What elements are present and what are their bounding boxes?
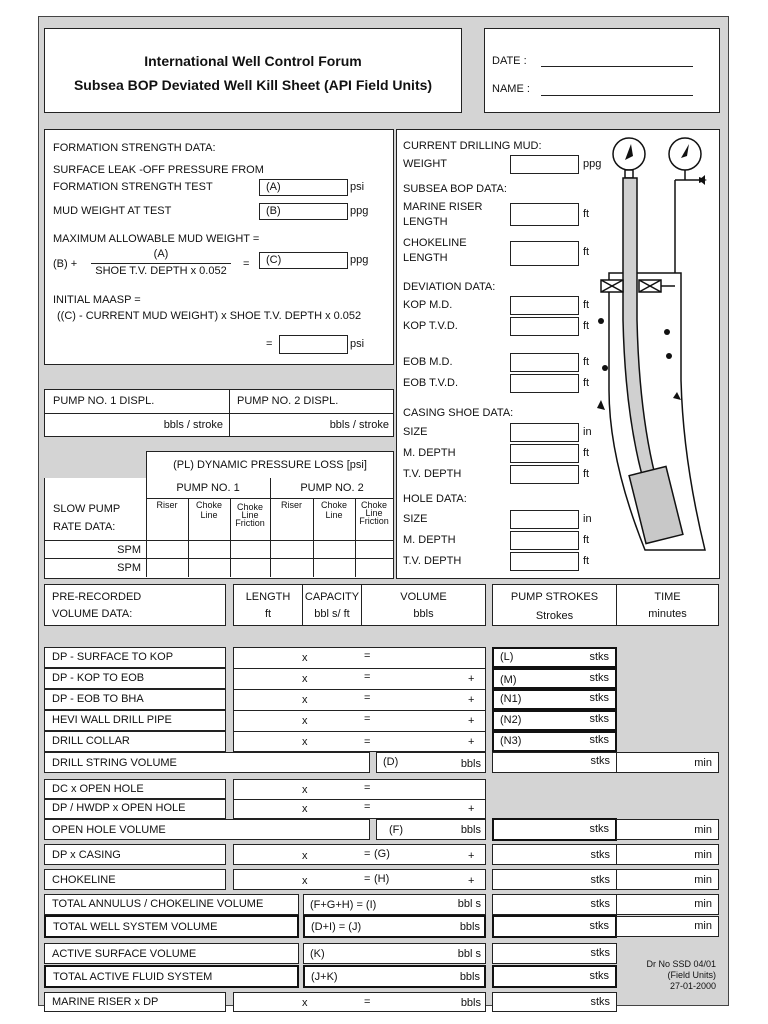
ohv-label: OPEN HOLE VOLUME (52, 824, 166, 836)
capacity-heading-cell (302, 584, 362, 626)
eob-tvd-unit: ft (583, 377, 590, 389)
dp-row-2-label: DP - EOB TO BHA (52, 693, 144, 705)
casing-size-unit: in (583, 426, 592, 438)
mud-heading: CURRENT DRILLING MUD: (403, 140, 542, 152)
code-m: (M) (500, 674, 517, 686)
time-heading: TIME (654, 591, 681, 603)
asv-label: ACTIVE SURFACE VOLUME (52, 948, 197, 960)
dp-casing-min: min (694, 849, 712, 861)
spm-label-2: SPM (117, 562, 141, 574)
dp-x-2: x (302, 694, 308, 706)
dp-plus-2: + (468, 694, 475, 706)
ohv-time[interactable] (616, 819, 719, 840)
fraction-bar (91, 263, 231, 264)
deviated-well-diagram (597, 130, 719, 578)
leakoff-line2: FORMATION STRENGTH TEST (53, 181, 213, 193)
k-code: (K) (310, 948, 325, 960)
casing-md-unit: ft (583, 447, 590, 459)
b-unit: ppg (350, 205, 369, 217)
a-code: (A) (266, 181, 281, 193)
maasp-equals: = (266, 338, 273, 350)
p1-cl-choke: Choke (236, 502, 263, 512)
code-l: (L) (500, 651, 514, 663)
hole-tvd-unit: ft (583, 555, 590, 567)
d-code: (D) (383, 756, 399, 768)
casing-size-label: SIZE (403, 426, 428, 438)
asv-label-cell (44, 943, 299, 964)
tac-stks: stks (590, 898, 610, 910)
dp-oh-eq: = (364, 801, 371, 813)
leakoff-line1: SURFACE LEAK -OFF PRESSURE FROM (53, 164, 264, 176)
chokeline-eq: = (364, 873, 371, 885)
max-mud-label: MAXIMUM ALLOWABLE MUD WEIGHT = (53, 233, 260, 245)
code-n1: (N1) (500, 693, 522, 705)
deviation-heading: DEVIATION DATA: (403, 281, 496, 293)
tac-min: min (694, 898, 712, 910)
hole-md-input[interactable] (510, 531, 579, 550)
strokes-l[interactable] (492, 647, 617, 668)
p1-choke: Choke (195, 500, 222, 510)
fraction-numerator: (A) (153, 248, 169, 260)
strokes-n3[interactable] (492, 731, 617, 752)
kop-md-unit: ft (583, 299, 590, 311)
stks-m: stks (589, 672, 609, 684)
tac-unit: bbl s (457, 898, 481, 910)
date-label: DATE : (492, 55, 527, 67)
dp-casing-x: x (302, 850, 308, 862)
dp-oh-x: x (302, 803, 308, 815)
dp-eq-3: = (364, 713, 371, 725)
c-code: (C) (266, 254, 282, 266)
mw-test-label: MUD WEIGHT AT TEST (53, 205, 172, 217)
riser-unit: ft (583, 208, 590, 220)
date-name-box (484, 28, 720, 113)
hole-size-unit: in (583, 513, 592, 525)
hole-tvd-input[interactable] (510, 552, 579, 571)
chokeline-stks: stks (590, 874, 610, 886)
dc-oh-label-cell (44, 779, 226, 799)
casing-tvd-input[interactable] (510, 465, 579, 484)
mud-weight-unit: ppg (583, 158, 602, 170)
p1-cl-line: Line (241, 510, 259, 520)
dp-casing-time[interactable] (616, 844, 719, 865)
pump1-displ-unit[interactable]: bbls / stroke (163, 419, 223, 431)
stks-n1: stks (589, 692, 609, 704)
dp-plus-1: + (468, 673, 475, 685)
asv-stks: stks (590, 947, 610, 959)
eob-md-input[interactable] (510, 353, 579, 372)
prerec-heading-cell (44, 584, 226, 626)
code-n3: (N3) (500, 735, 522, 747)
b-code: (B) (266, 205, 281, 217)
p1-cl-friction: Friction (235, 518, 265, 528)
maasp-unit: psi (350, 338, 365, 350)
pump1-displ-label: PUMP NO. 1 DISPL. (53, 395, 155, 407)
p2-cl-line: Line (365, 508, 383, 518)
c-unit: ppg (350, 254, 369, 266)
dp-row-label-1 (44, 668, 226, 689)
g-code: (G) (374, 848, 390, 860)
mrdp-eq: = (364, 996, 371, 1008)
p2-cl-friction: Friction (359, 516, 389, 526)
dp-eq-4: = (364, 736, 371, 748)
pump2-heading: PUMP NO. 2 (300, 482, 364, 494)
p1-choke-line: Line (200, 510, 218, 520)
capacity-heading: CAPACITY (304, 591, 360, 603)
title-box (44, 28, 462, 113)
dsv-label-cell (44, 752, 370, 773)
p2-cl-choke: Choke (360, 500, 387, 510)
casing-tvd-label: T.V. DEPTH (403, 468, 462, 480)
dc-oh-x: x (302, 784, 308, 796)
dp-x-1: x (302, 673, 308, 685)
pump-displacement-box (44, 389, 394, 437)
well-data-box (396, 129, 720, 579)
chokeline-calc[interactable] (233, 869, 486, 890)
h-code: (H) (374, 873, 390, 885)
twsv-min: min (694, 920, 712, 932)
chokeline-min: min (694, 874, 712, 886)
dp-row-label-0 (44, 647, 226, 668)
length-heading-cell (233, 584, 303, 626)
dp-oh-label: DP / HWDP x OPEN HOLE (52, 802, 186, 814)
name-field[interactable] (541, 95, 693, 96)
eob-md-unit: ft (583, 356, 590, 368)
ohv-strokes[interactable] (492, 818, 617, 841)
dp-row-label-2 (44, 689, 226, 710)
oh-calc-block[interactable] (233, 779, 486, 819)
a-unit: psi (350, 181, 365, 193)
kill-sheet (38, 16, 729, 1009)
org-title: International Well Control Forum (144, 53, 362, 69)
dsv-unit: bbls (460, 758, 481, 770)
mud-weight-input[interactable] (510, 155, 579, 174)
mrdp-label: MARINE RISER x DP (52, 996, 159, 1008)
max-mud-input-c[interactable] (259, 252, 348, 269)
strokes-n2[interactable] (492, 710, 617, 731)
tac-value[interactable] (303, 894, 486, 915)
strokes-unit: Strokes (535, 610, 574, 622)
chokeline-unit: ft (583, 246, 590, 258)
tac-label: TOTAL ANNULUS / CHOKELINE VOLUME (52, 898, 264, 910)
twsv-stks: stks (589, 920, 609, 932)
tafs-value[interactable] (303, 965, 486, 988)
slow-pump-label2: RATE DATA: (53, 521, 116, 533)
eob-tvd-input[interactable] (510, 374, 579, 393)
sheet-title: Subsea BOP Deviated Well Kill Sheet (API Field Units) (73, 77, 433, 93)
twsv-label: TOTAL WELL SYSTEM VOLUME (53, 921, 218, 933)
tafs-stks: stks (589, 970, 609, 982)
mrdp-unit: bbls (460, 997, 481, 1009)
pump2-displ-unit[interactable]: bbls / stroke (329, 419, 389, 431)
twsv-label-cell (44, 915, 299, 938)
spm-label-1: SPM (117, 544, 141, 556)
asv-strokes[interactable] (492, 943, 617, 964)
mrdp-stks: stks (590, 996, 610, 1008)
riser-length-input[interactable] (510, 203, 579, 226)
leakoff-input-a[interactable] (259, 179, 348, 196)
ohv-stks: stks (589, 823, 609, 835)
f-code: (F) (389, 824, 404, 836)
dp-row-label-3 (44, 710, 226, 731)
dc-oh-label: DC x OPEN HOLE (52, 783, 144, 795)
dsv-time[interactable] (616, 752, 719, 773)
casing-md-label: M. DEPTH (403, 447, 456, 459)
tafs-unit: bbls (459, 971, 480, 983)
dp-row-label-4 (44, 731, 226, 752)
chokeline-time[interactable] (616, 869, 719, 890)
dp-casing-calc[interactable] (233, 844, 486, 865)
p2-choke: Choke (320, 500, 347, 510)
dp-casing-label: DP x CASING (52, 849, 121, 861)
code-n2: (N2) (500, 714, 522, 726)
prerec-line2: VOLUME DATA: (52, 608, 133, 620)
dp-x-3: x (302, 715, 308, 727)
kop-tvd-input[interactable] (510, 317, 579, 336)
dsv-label: DRILL STRING VOLUME (52, 757, 177, 769)
tac-strokes[interactable] (492, 894, 617, 915)
dp-calc-block[interactable] (233, 647, 486, 752)
dp-casing-stks: stks (590, 849, 610, 861)
chokeline-row-label: CHOKELINE (52, 874, 116, 886)
hole-size-label: SIZE (403, 513, 428, 525)
twsv-strokes[interactable] (492, 915, 617, 938)
volume-table (44, 582, 725, 1009)
hole-md-label: M. DEPTH (403, 534, 456, 546)
strokes-heading: PUMP STROKES (510, 591, 599, 603)
dsv-min: min (694, 757, 712, 769)
volume-heading-cell (361, 584, 486, 626)
asv-unit: bbl s (457, 948, 481, 960)
length-unit: ft (264, 608, 272, 620)
chokeline-x: x (302, 875, 308, 887)
strokes-heading-cell (492, 584, 617, 626)
doc-ref-1: Dr No SSD 04/01 (646, 959, 716, 969)
mrdp-calc[interactable] (233, 992, 486, 1012)
tac-formula: (F+G+H) = (I) (310, 899, 377, 911)
p1-riser: Riser (156, 500, 178, 510)
kop-md-input[interactable] (510, 296, 579, 315)
doc-ref-2: (Field Units) (667, 970, 716, 980)
volume-unit: bbls (413, 608, 434, 620)
ohv-label-cell (44, 819, 370, 840)
chokeline-length-input[interactable] (510, 241, 579, 266)
tac-time[interactable] (616, 894, 719, 915)
tafs-label: TOTAL ACTIVE FLUID SYSTEM (53, 971, 213, 983)
capacity-unit: bbl s/ ft (314, 608, 350, 620)
dp-oh-label-cell (44, 799, 226, 819)
mud-weight-label: WEIGHT (403, 158, 447, 170)
stks-l: stks (589, 651, 609, 663)
dp-casing-label-cell (44, 844, 226, 865)
strokes-m[interactable] (492, 668, 617, 689)
c-equals: = (243, 258, 250, 270)
ohv-min: min (694, 824, 712, 836)
ohv-value[interactable] (376, 819, 486, 840)
riser-label1: MARINE RISER (403, 201, 483, 213)
maasp-input[interactable] (279, 335, 348, 354)
stks-n3: stks (589, 734, 609, 746)
volume-heading: VOLUME (400, 591, 447, 603)
slow-pump-rate-box (146, 451, 394, 479)
dp-eq-0: = (364, 650, 371, 662)
dp-row-0-label: DP - SURFACE TO KOP (52, 651, 174, 663)
prerec-line1: PRE-RECORDED (52, 591, 142, 603)
hole-md-unit: ft (583, 534, 590, 546)
pl-title: (PL) DYNAMIC PRESSURE LOSS [psi] (173, 459, 367, 471)
kop-tvd-unit: ft (583, 320, 590, 332)
formation-strength-box (44, 129, 394, 365)
mrdp-x: x (302, 997, 308, 1009)
dp-oh-plus: + (468, 803, 475, 815)
date-field[interactable] (541, 66, 693, 67)
dp-x-0: x (302, 652, 308, 664)
hole-heading: HOLE DATA: (403, 493, 467, 505)
slow-pump-table (44, 478, 394, 579)
stks-n2: stks (589, 713, 609, 725)
tafs-label-cell (44, 965, 299, 988)
fraction-denominator: SHOE T.V. DEPTH x 0.052 (95, 265, 227, 277)
time-unit: minutes (648, 608, 687, 620)
dsv-strokes[interactable] (492, 752, 617, 773)
kop-md-label: KOP M.D. (403, 299, 453, 311)
slow-pump-label1: SLOW PUMP (53, 503, 121, 515)
twsv-formula: (D+I) = (J) (311, 921, 362, 933)
mrdp-strokes[interactable] (492, 992, 617, 1012)
twsv-time[interactable] (616, 916, 719, 937)
dsv-value[interactable] (376, 752, 486, 773)
ohv-unit: bbls (460, 824, 481, 836)
p2-riser: Riser (280, 500, 302, 510)
riser-label2: LENGTH (403, 216, 448, 228)
pump1-heading: PUMP NO. 1 (176, 482, 240, 494)
dp-casing-plus: + (468, 850, 475, 862)
dp-eq-1: = (364, 671, 371, 683)
casing-tvd-unit: ft (583, 468, 590, 480)
p2-choke-line: Line (325, 510, 343, 520)
casing-size-input[interactable] (510, 423, 579, 442)
maasp-formula: ((C) - CURRENT MUD WEIGHT) x SHOE T.V. DEPTH x 0.052 (57, 310, 362, 322)
casing-heading: CASING SHOE DATA: (403, 407, 514, 419)
dp-row-1-label: DP - KOP TO EOB (52, 672, 145, 684)
pump2-displ-label: PUMP NO. 2 DISPL. (237, 395, 339, 407)
tac-label-cell (44, 894, 299, 915)
tafs-strokes[interactable] (492, 965, 617, 988)
casing-md-input[interactable] (510, 444, 579, 463)
mrdp-label-cell (44, 992, 226, 1012)
chokeline-label1: CHOKELINE (403, 237, 467, 249)
b-plus: (B) + (53, 258, 78, 270)
dsv-stks: stks (590, 755, 610, 767)
hole-size-input[interactable] (510, 510, 579, 529)
eob-md-label: EOB M.D. (403, 356, 453, 368)
jk-code: (J+K) (311, 971, 338, 983)
dp-x-4: x (302, 736, 308, 748)
chokeline-label-cell (44, 869, 226, 890)
asv-value[interactable] (303, 943, 486, 964)
twsv-value[interactable] (303, 915, 486, 938)
formation-heading: FORMATION STRENGTH DATA: (53, 142, 216, 154)
bop-heading: SUBSEA BOP DATA: (403, 183, 507, 195)
chokeline-label2: LENGTH (403, 252, 448, 264)
chokeline-strokes[interactable] (492, 869, 617, 890)
dc-oh-eq: = (364, 782, 371, 794)
name-label: NAME : (492, 83, 530, 95)
strokes-n1[interactable] (492, 689, 617, 710)
dp-eq-2: = (364, 692, 371, 704)
dp-casing-strokes[interactable] (492, 844, 617, 865)
dp-row-4-label: DRILL COLLAR (52, 735, 130, 747)
twsv-unit: bbls (459, 921, 480, 933)
dp-casing-eq: = (364, 848, 371, 860)
eob-tvd-label: EOB T.V.D. (403, 377, 459, 389)
chokeline-plus: + (468, 875, 475, 887)
dp-row-3-label: HEVI WALL DRILL PIPE (52, 714, 172, 726)
hole-tvd-label: T.V. DEPTH (403, 555, 462, 567)
kop-tvd-label: KOP T.V.D. (403, 320, 458, 332)
dp-plus-4: + (468, 736, 475, 748)
length-heading: LENGTH (245, 591, 291, 603)
dp-plus-3: + (468, 715, 475, 727)
maasp-label: INITIAL MAASP = (53, 294, 141, 306)
time-heading-cell (616, 584, 719, 626)
mw-test-input-b[interactable] (259, 203, 348, 220)
doc-ref-3: 27-01-2000 (669, 981, 716, 991)
